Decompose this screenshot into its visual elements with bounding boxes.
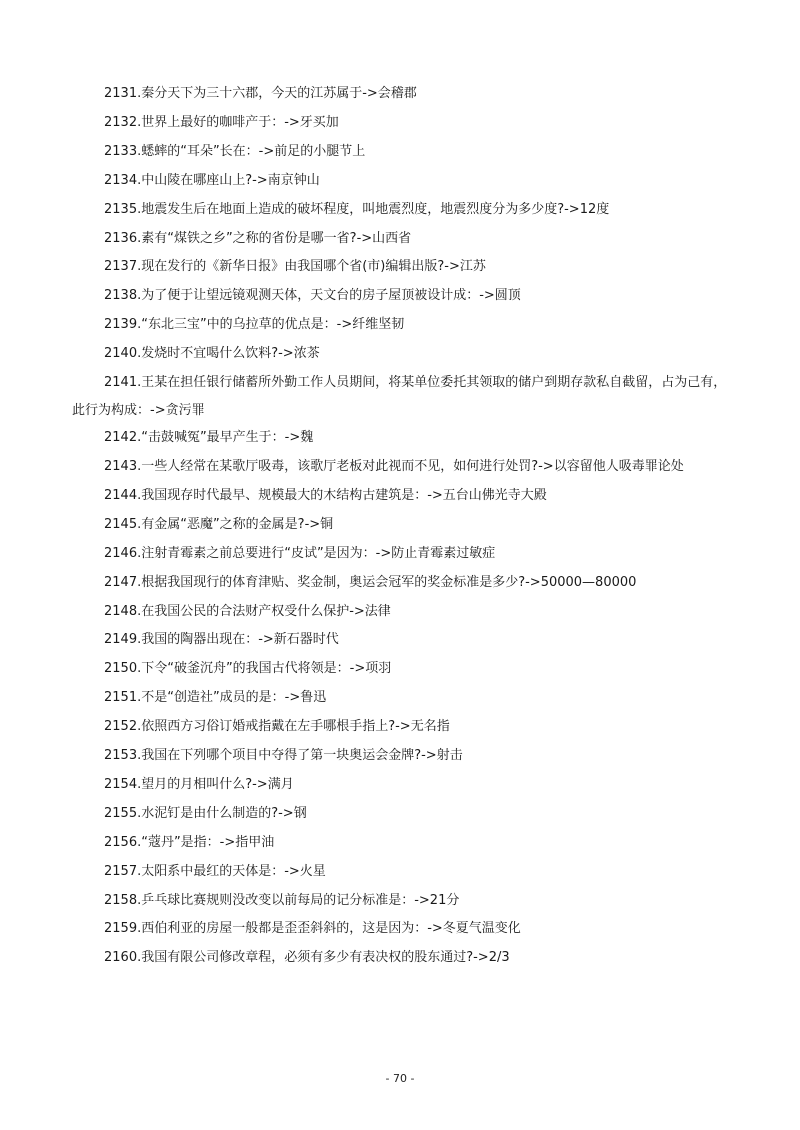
page-number: - 70 - bbox=[385, 1072, 415, 1085]
qa-item: 2148.在我国公民的合法财产权受什么保护->法律 bbox=[104, 603, 391, 619]
qa-item: 2145.有金属“恶魔”之称的金属是?->铜 bbox=[104, 516, 334, 532]
qa-item: 2142.“击鼓喊冤”最早产生于：->魏 bbox=[104, 430, 314, 446]
qa-item: 2153.我国在下列哪个项目中夺得了第一块奥运会金牌?->射击 bbox=[104, 748, 463, 764]
qa-item: 2154.望月的月相叫什么?->满月 bbox=[104, 776, 294, 792]
qa-item: 2141.王某在担任银行储蓄所外勤工作人员期间，将某单位委托其领取的储户到期存款私自截留，占为己有，此行为构成：->贪污罪 bbox=[72, 375, 727, 418]
qa-item: 2160.我国有限公司修改章程，必须有多少有表决权的股东通过?->2/3 bbox=[104, 950, 510, 966]
qa-item: 2151.不是“创造社”成员的是：->鲁迅 bbox=[104, 690, 327, 706]
qa-item: 2158.乒乓球比赛规则没改变以前每局的记分标准是：->21分 bbox=[104, 892, 460, 908]
qa-item: 2140.发烧时不宜喝什么饮料?->浓茶 bbox=[104, 346, 320, 362]
qa-item: 2144.我国现存时代最早、规模最大的木结构古建筑是：->五台山佛光寺大殿 bbox=[104, 487, 547, 503]
qa-item: 2139.“东北三宝”中的乌拉草的优点是：->纤维坚韧 bbox=[104, 317, 405, 333]
qa-item: 2146.注射青霉素之前总要进行“皮试”是因为：->防止青霉素过敏症 bbox=[104, 545, 496, 561]
qa-item: 2132.世界上最好的咖啡产于：->牙买加 bbox=[104, 114, 339, 130]
qa-item: 2157.太阳系中最红的天体是：->火星 bbox=[104, 863, 326, 879]
qa-item: 2150.下令“破釜沉舟”的我国古代将领是：->项羽 bbox=[104, 661, 392, 677]
qa-item: 2137.现在发行的《新华日报》由我国哪个省(市)编辑出版?->江苏 bbox=[104, 259, 486, 275]
qa-item: 2149.我国的陶器出现在：->新石器时代 bbox=[104, 632, 339, 648]
qa-item: 2135.地震发生后在地面上造成的破坏程度，叫地震烈度，地震烈度分为多少度?->12度 bbox=[104, 201, 610, 217]
qa-item: 2131.秦分天下为三十六郡，今天的江苏属于->会稽郡 bbox=[104, 86, 417, 101]
qa-item: 2147.根据我国现行的体育津贴、奖金制，奥运会冠军的奖金标准是多少?->50000—80000 bbox=[104, 574, 637, 590]
qa-item: 2159.西伯利亚的房屋一般都是歪歪斜斜的，这是因为：->冬夏气温变化 bbox=[104, 921, 521, 937]
qa-item: 2136.素有“煤铁之乡”之称的省份是哪一省?->山西省 bbox=[104, 230, 412, 246]
qa-item: 2156.“蔻丹”是指：->指甲油 bbox=[104, 834, 275, 850]
qa-item: 2138.为了便于让望远镜观测天体，天文台的房子屋顶被设计成：->圆顶 bbox=[104, 288, 521, 304]
qa-item: 2143.一些人经常在某歌厅吸毒，该歌厅老板对此视而不见，如何进行处罚?->以容留他人吸毒罪论处 bbox=[104, 458, 684, 474]
qa-item: 2152.依照西方习俗订婚戒指戴在左手哪根手指上?->无名指 bbox=[104, 719, 450, 735]
qa-item: 2155.水泥钉是由什么制造的?->钢 bbox=[104, 805, 307, 821]
qa-item: 2134.中山陵在哪座山上?->南京钟山 bbox=[104, 172, 320, 188]
qa-item: 2133.蟋蟀的“耳朵”长在：->前足的小腿节上 bbox=[104, 143, 366, 159]
qa-list bbox=[72, 80, 732, 973]
